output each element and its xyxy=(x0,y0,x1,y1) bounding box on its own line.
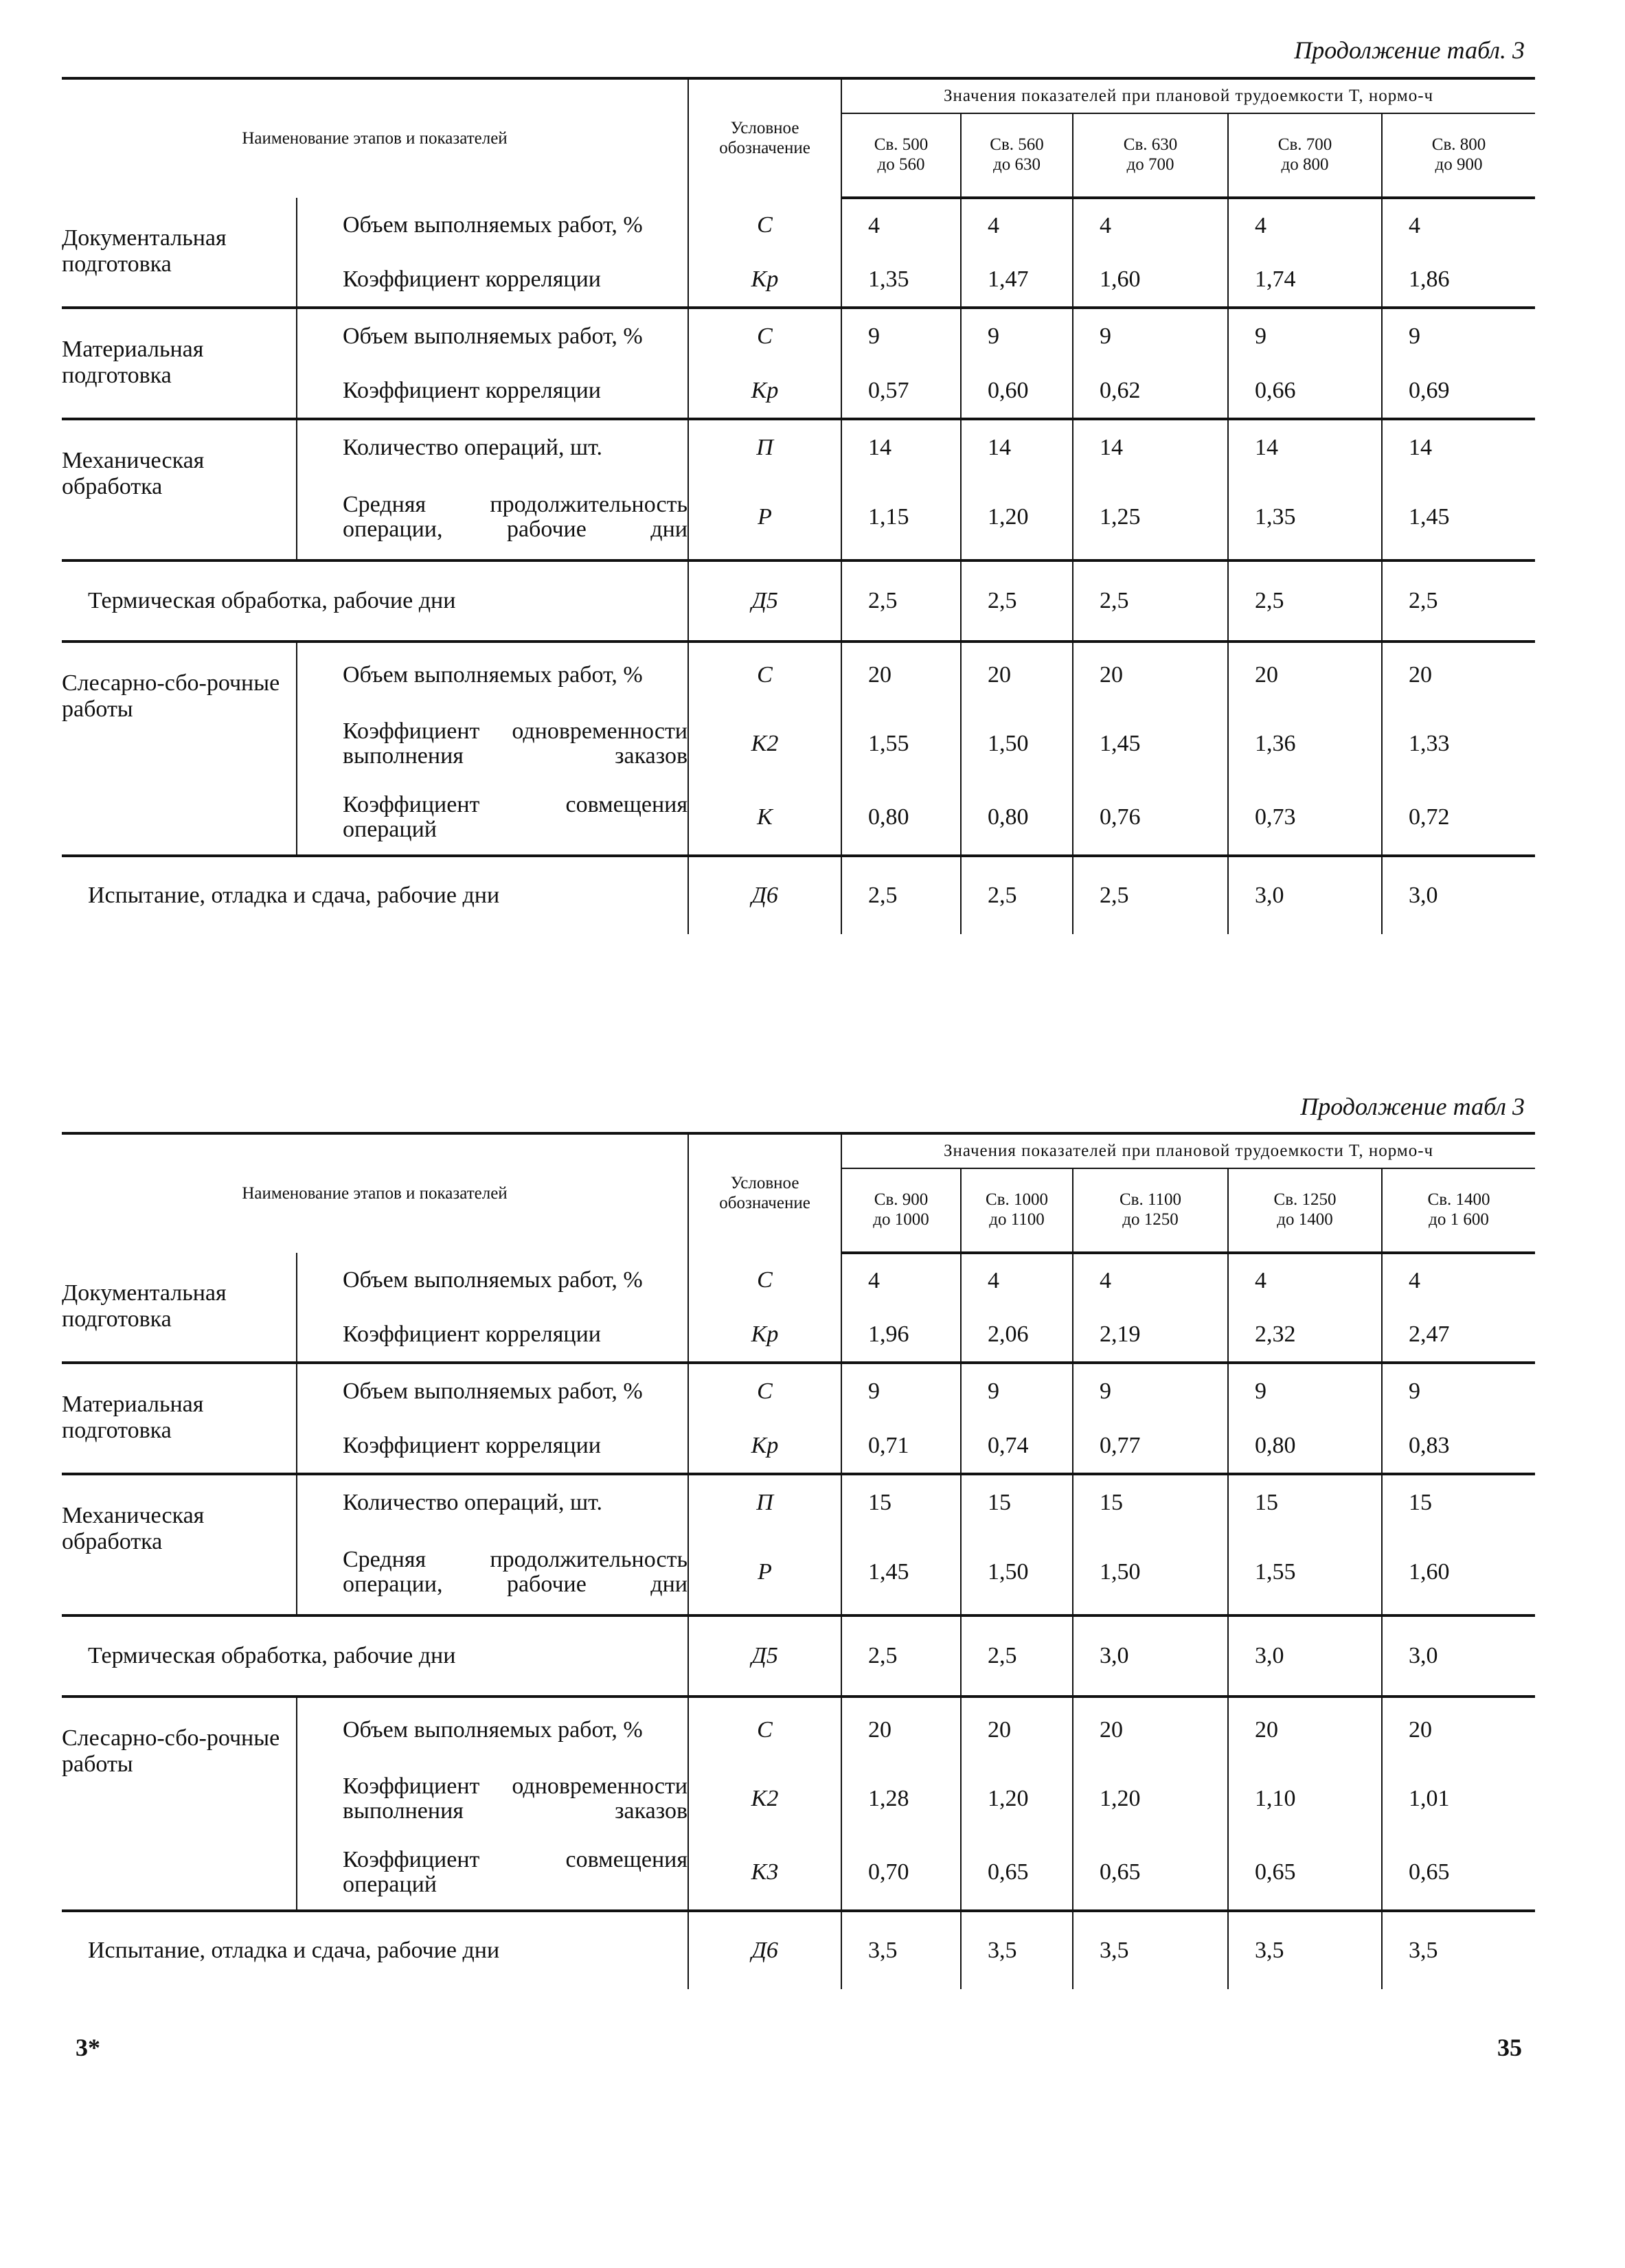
symbol-cell: C xyxy=(688,198,841,253)
value-cell: 9 xyxy=(961,308,1073,364)
indicator-name: Объем выполняемых работ, % xyxy=(297,642,688,707)
value-cell: 1,45 xyxy=(841,1530,961,1615)
value-cell: 1,35 xyxy=(841,253,961,308)
value-cell: 3,0 xyxy=(1228,856,1382,934)
header-name: Наименование этапов и показателей xyxy=(62,78,688,198)
range-header: Св. 800 до 900 xyxy=(1382,113,1535,198)
value-cell: 3,5 xyxy=(841,1911,961,1989)
value-cell: 2,19 xyxy=(1073,1308,1228,1363)
value-cell: 0,80 xyxy=(961,780,1073,856)
value-cell: 4 xyxy=(1409,1268,1421,1293)
symbol-cell: Д5 xyxy=(688,560,841,642)
value-cell: 20 xyxy=(1228,1697,1382,1762)
value-cell: 3,5 xyxy=(1073,1911,1228,1989)
value-cell: 3,0 xyxy=(1382,1615,1535,1697)
value-cell: 1,20 xyxy=(961,475,1073,560)
value-cell: 20 xyxy=(1228,642,1382,707)
indicator-name: Коэффициент совмещения операций xyxy=(297,1835,688,1911)
value-cell: 20 xyxy=(841,642,961,707)
value-cell: 1,50 xyxy=(961,1530,1073,1615)
symbol-cell: C xyxy=(688,308,841,364)
value-cell: 15 xyxy=(1228,1474,1382,1530)
symbol-cell: P xyxy=(688,475,841,560)
stage-label: Материальная подготовка xyxy=(62,1363,297,1474)
value-cell: 0,71 xyxy=(841,1419,961,1474)
value-cell: 14 xyxy=(841,419,961,475)
indicator-name: Количество операций, шт. xyxy=(297,1474,688,1530)
value-cell: 1,45 xyxy=(1409,504,1450,530)
value-cell: 4 xyxy=(1228,1253,1382,1308)
symbol-cell: П xyxy=(688,1474,841,1530)
symbol-cell: Kp xyxy=(688,1419,841,1474)
value-cell: 2,5 xyxy=(1382,560,1535,642)
value-cell: 20 xyxy=(1382,642,1535,707)
value-cell: 9 xyxy=(1228,308,1382,364)
indicator-name: Термическая обработка, рабочие дни xyxy=(62,560,688,642)
page-number: 35 xyxy=(1497,2034,1522,2061)
value-cell: 4 xyxy=(841,1253,961,1308)
value-cell: 2,5 xyxy=(1073,856,1228,934)
indicator-name: Испытание, отладка и сдача, рабочие дни xyxy=(62,856,688,934)
range-header: Св. 630 до 700 xyxy=(1073,113,1228,198)
value-cell: 9 xyxy=(1382,1363,1535,1419)
range-header: Св. 1400 до 1 600 xyxy=(1382,1168,1535,1253)
table-row xyxy=(62,1363,1535,1419)
value-cell: 1,60 xyxy=(1409,1559,1450,1585)
value-cell: 2,5 xyxy=(1073,560,1228,642)
value-cell: 0,60 xyxy=(961,364,1073,419)
value-cell: 15 xyxy=(841,1474,961,1530)
value-cell: 1,50 xyxy=(961,707,1073,780)
table-caption-1: Продолжение табл. 3 xyxy=(1294,36,1525,64)
range-header: Св. 1250 до 1400 xyxy=(1228,1168,1382,1253)
table-row xyxy=(62,1474,1535,1530)
indicator-name: Средняя продолжительность операции, рабочие дни xyxy=(297,475,688,560)
value-cell: 0,77 xyxy=(1073,1419,1228,1474)
header-values: Значения показателей при плановой трудоемкости T, нормо-ч xyxy=(841,78,1535,113)
value-cell: 0,80 xyxy=(841,780,961,856)
value-cell: 9 xyxy=(841,1363,961,1419)
indicator-name: Коэффициент одновременности выполнения заказов xyxy=(297,1762,688,1835)
indicator-name: Объем выполняемых работ, % xyxy=(297,1697,688,1762)
symbol-cell: C xyxy=(688,1253,841,1308)
value-cell: 1,10 xyxy=(1228,1762,1382,1835)
value-cell: 1,86 xyxy=(1409,267,1450,292)
symbol-cell: K3 xyxy=(688,1835,841,1911)
stage-label: Документальная подготовка xyxy=(62,198,297,308)
symbol-cell: K2 xyxy=(688,1762,841,1835)
stage-label: Механическая обработка xyxy=(62,419,297,560)
indicator-name: Коэффициент корреляции xyxy=(297,253,688,308)
table-row xyxy=(62,642,1535,707)
value-cell: 0,72 xyxy=(1409,804,1450,830)
stage-label: Слесарно-сбо-рочные работы xyxy=(62,642,297,856)
value-cell: 0,74 xyxy=(961,1419,1073,1474)
value-cell: 2,5 xyxy=(841,856,961,934)
symbol-cell: K2 xyxy=(688,707,841,780)
range-header: Св. 1100 до 1250 xyxy=(1073,1168,1228,1253)
table-row xyxy=(62,560,1535,642)
value-cell: 1,96 xyxy=(841,1308,961,1363)
value-cell: 14 xyxy=(1073,419,1228,475)
value-cell: 2,32 xyxy=(1228,1308,1382,1363)
value-cell: 4 xyxy=(1228,198,1382,253)
range-header: Св. 700 до 800 xyxy=(1228,113,1382,198)
table-row xyxy=(62,1615,1535,1697)
table-row xyxy=(62,1697,1535,1762)
indicator-name: Термическая обработка, рабочие дни xyxy=(62,1615,688,1697)
symbol-cell: Д6 xyxy=(688,1911,841,1989)
value-cell: 15 xyxy=(1382,1474,1535,1530)
value-cell: 4 xyxy=(961,198,1073,253)
indicator-name: Средняя продолжительность операции, рабочие дни xyxy=(297,1530,688,1615)
signature-mark: 3* xyxy=(76,2034,100,2061)
value-cell: 1,50 xyxy=(1073,1530,1228,1615)
value-cell: 2,06 xyxy=(961,1308,1073,1363)
indicator-name: Коэффициент корреляции xyxy=(297,1419,688,1474)
value-cell: 0,57 xyxy=(841,364,961,419)
indicator-name: Объем выполняемых работ, % xyxy=(297,1363,688,1419)
value-cell: 1,01 xyxy=(1409,1786,1450,1811)
value-cell: 20 xyxy=(961,1697,1073,1762)
value-cell: 4 xyxy=(841,198,961,253)
value-cell: 1,60 xyxy=(1073,253,1228,308)
value-cell: 0,80 xyxy=(1228,1419,1382,1474)
value-cell: 0,65 xyxy=(961,1835,1073,1911)
value-cell: 9 xyxy=(1382,308,1535,364)
value-cell: 1,36 xyxy=(1228,707,1382,780)
value-cell: 3,0 xyxy=(1228,1615,1382,1697)
symbol-cell: Kp xyxy=(688,1308,841,1363)
value-cell: 9 xyxy=(841,308,961,364)
symbol-cell: П xyxy=(688,419,841,475)
value-cell: 1,35 xyxy=(1228,475,1382,560)
value-cell: 14 xyxy=(1228,419,1382,475)
table-row xyxy=(62,1253,1535,1308)
symbol-cell: P xyxy=(688,1530,841,1615)
table-row xyxy=(62,198,1535,253)
indicator-name: Коэффициент одновременности выполнения заказов xyxy=(297,707,688,780)
value-cell: 1,15 xyxy=(841,475,961,560)
value-cell: 0,62 xyxy=(1073,364,1228,419)
data-table-1 xyxy=(62,77,1535,934)
symbol-cell: C xyxy=(688,1697,841,1762)
value-cell: 9 xyxy=(1073,1363,1228,1419)
value-cell: 1,55 xyxy=(1228,1530,1382,1615)
value-cell: 3,5 xyxy=(1382,1911,1535,1989)
value-cell: 3,0 xyxy=(1382,856,1535,934)
range-header: Св. 500 до 560 xyxy=(841,113,961,198)
table-row xyxy=(62,856,1535,934)
symbol-cell: C xyxy=(688,642,841,707)
indicator-name: Коэффициент совмещения операций xyxy=(297,780,688,856)
header-symbol: Условное обозначение xyxy=(688,78,841,198)
value-cell: 20 xyxy=(1382,1697,1535,1762)
table-row xyxy=(62,1911,1535,1989)
value-cell: 2,5 xyxy=(961,560,1073,642)
value-cell: 3,0 xyxy=(1073,1615,1228,1697)
value-cell: 1,45 xyxy=(1073,707,1228,780)
indicator-name: Количество операций, шт. xyxy=(297,419,688,475)
value-cell: 2,5 xyxy=(961,856,1073,934)
value-cell: 0,65 xyxy=(1073,1835,1228,1911)
value-cell: 4 xyxy=(1409,213,1421,238)
indicator-name: Испытание, отладка и сдача, рабочие дни xyxy=(62,1911,688,1989)
value-cell: 4 xyxy=(961,1253,1073,1308)
value-cell: 15 xyxy=(961,1474,1073,1530)
value-cell: 1,28 xyxy=(841,1762,961,1835)
indicator-name: Коэффициент корреляции xyxy=(297,364,688,419)
header-name: Наименование этапов и показателей xyxy=(62,1133,688,1253)
value-cell: 1,33 xyxy=(1409,731,1450,756)
value-cell: 1,47 xyxy=(961,253,1073,308)
value-cell: 2,5 xyxy=(1228,560,1382,642)
value-cell: 1,74 xyxy=(1228,253,1382,308)
value-cell: 14 xyxy=(1382,419,1535,475)
value-cell: 20 xyxy=(1073,642,1228,707)
indicator-name: Объем выполняемых работ, % xyxy=(297,198,688,253)
stage-label: Механическая обработка xyxy=(62,1474,297,1615)
symbol-cell: K xyxy=(688,780,841,856)
indicator-name: Объем выполняемых работ, % xyxy=(297,308,688,364)
value-cell: 0,76 xyxy=(1073,780,1228,856)
header-symbol: Условное обозначение xyxy=(688,1133,841,1253)
indicator-name: Коэффициент корреляции xyxy=(297,1308,688,1363)
table-row xyxy=(62,419,1535,475)
value-cell: 20 xyxy=(841,1697,961,1762)
stage-label: Документальная подготовка xyxy=(62,1253,297,1363)
value-cell: 4 xyxy=(1073,1253,1228,1308)
symbol-cell: Kp xyxy=(688,253,841,308)
value-cell: 1,55 xyxy=(841,707,961,780)
value-cell: 3,5 xyxy=(961,1911,1073,1989)
value-cell: 0,65 xyxy=(1228,1835,1382,1911)
value-cell: 2,5 xyxy=(961,1615,1073,1697)
value-cell: 9 xyxy=(1073,308,1228,364)
value-cell: 20 xyxy=(961,642,1073,707)
value-cell: 14 xyxy=(961,419,1073,475)
value-cell: 0,73 xyxy=(1228,780,1382,856)
table-row xyxy=(62,308,1535,364)
value-cell: 2,5 xyxy=(841,560,961,642)
value-cell: 9 xyxy=(961,1363,1073,1419)
symbol-cell: C xyxy=(688,1363,841,1419)
value-cell: 4 xyxy=(1073,198,1228,253)
symbol-cell: Д5 xyxy=(688,1615,841,1697)
value-cell: 2,5 xyxy=(841,1615,961,1697)
value-cell: 3,5 xyxy=(1228,1911,1382,1989)
value-cell: 20 xyxy=(1073,1697,1228,1762)
table-caption-2: Продолжение табл 3 xyxy=(1300,1093,1525,1120)
range-header: Св. 1000 до 1100 xyxy=(961,1168,1073,1253)
value-cell: 0,66 xyxy=(1228,364,1382,419)
symbol-cell: Kp xyxy=(688,364,841,419)
value-cell: 2,47 xyxy=(1409,1322,1450,1347)
indicator-name: Объем выполняемых работ, % xyxy=(297,1253,688,1308)
value-cell: 0,65 xyxy=(1409,1859,1450,1885)
header-values: Значения показателей при плановой трудоемкости T, нормо-ч xyxy=(841,1133,1535,1168)
value-cell: 9 xyxy=(1228,1363,1382,1419)
value-cell: 15 xyxy=(1073,1474,1228,1530)
value-cell: 1,20 xyxy=(1073,1762,1228,1835)
symbol-cell: Д6 xyxy=(688,856,841,934)
value-cell: 1,20 xyxy=(961,1762,1073,1835)
value-cell: 0,83 xyxy=(1409,1433,1450,1458)
stage-label: Материальная подготовка xyxy=(62,308,297,419)
value-cell: 0,70 xyxy=(841,1835,961,1911)
data-table-2 xyxy=(62,1132,1535,1989)
value-cell: 0,69 xyxy=(1409,378,1450,403)
value-cell: 1,25 xyxy=(1073,475,1228,560)
stage-label: Слесарно-сбо-рочные работы xyxy=(62,1697,297,1911)
range-header: Св. 560 до 630 xyxy=(961,113,1073,198)
range-header: Св. 900 до 1000 xyxy=(841,1168,961,1253)
